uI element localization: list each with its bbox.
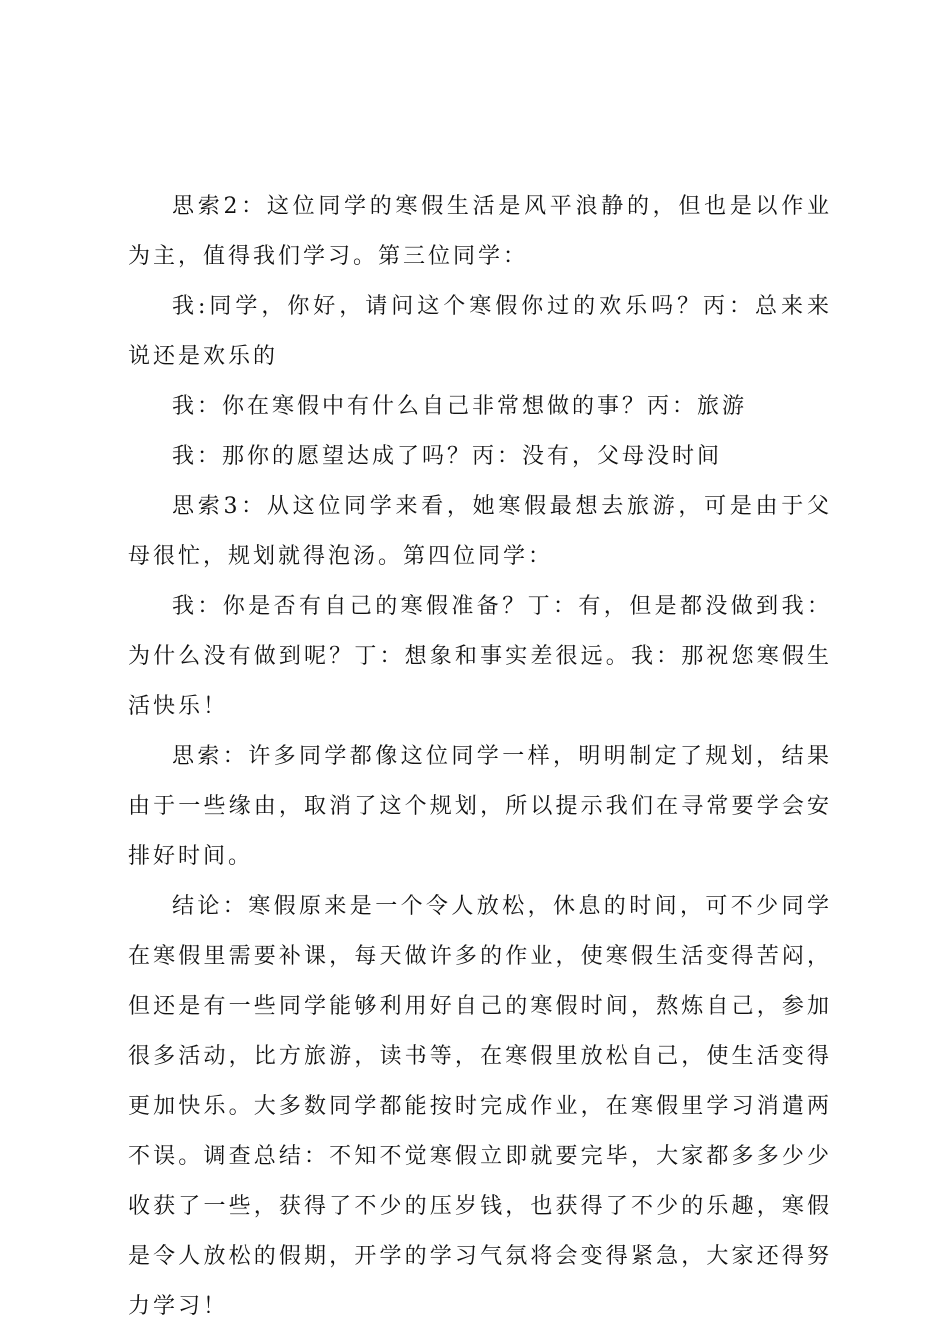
document-body (128, 182, 832, 1332)
paragraph-dialogue-bing-1: 我:同学，你好，请问这个寒假你过的欢乐吗？丙：总来来说还是欢乐的 (128, 294, 832, 369)
paragraph-dialogue-bing-3: 我：那你的愿望达成了吗？丙：没有，父母没时间 (172, 444, 723, 469)
paragraph-dialogue-bing-2: 我：你在寒假中有什么自己非常想做的事？丙：旅游 (172, 394, 748, 419)
paragraph-reflection-3: 思索3：从这位同学来看，她寒假最想去旅游，可是由于父母很忙，规划就得泡汤。第四位同学： (128, 494, 832, 569)
paragraph-dialogue-ding: 我：你是否有自己的寒假准备？丁：有，但是都没做到我：为什么没有做到呢？丁：想象和事实差很远。我：那祝您寒假生活快乐！ (128, 594, 832, 719)
paragraph-reflection-2: 思索2：这位同学的寒假生活是风平浪静的，但也是以作业为主，值得我们学习。第三位同学： (128, 194, 832, 269)
paragraph-conclusion: 结论：寒假原来是一个令人放松，休息的时间，可不少同学在寒假里需要补课，每天做许多的作业，使寒假生活变得苦闷，但还是有一些同学能够利用好自己的寒假时间，熬炼自己，参加很多活动，比方旅游，读书等，在寒假里放松自己，使生活变得更加快乐。大多数同学都能按时完成作业，在寒假里学习消遣两不误。调查总结：不知不觉寒假立即就要完毕，大家都多多少少收获了一些，获得了不少的压岁钱，也获得了不少的乐趣，寒假是令人放松的假期，开学的学习气氛将会变得紧急，大家还得努力学习！ (128, 894, 832, 1319)
paragraph-reflection-4: 思索：许多同学都像这位同学一样，明明制定了规划，结果由于一些缘由，取消了这个规划，所以提示我们在寻常要学会安排好时间。 (128, 744, 832, 869)
